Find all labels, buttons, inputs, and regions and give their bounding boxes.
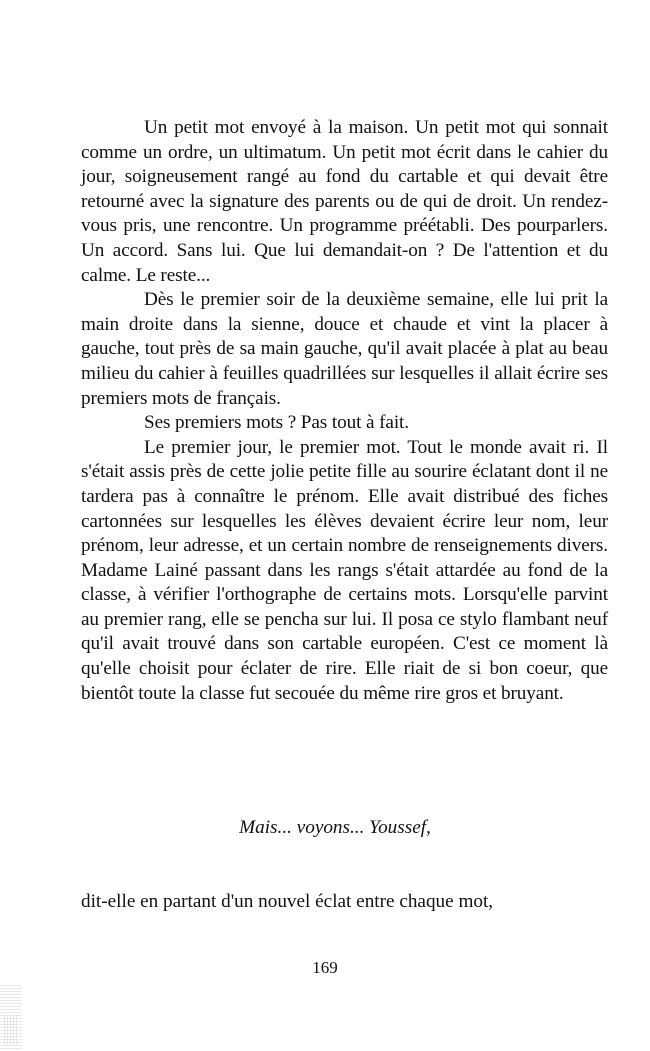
paragraph-2: Dès le premier soir de la deuxième semaine, elle lui prit la main droite dans la sienne, douce et chaude et vint la placer à gauche, tout près de sa main gauche, qu'il avait placée à plat au beau milieu du cahier à feuilles quadrillées sur lesquelles il allait écrire ses premiers mots de français. (81, 289, 608, 409)
paragraph-1: Un petit mot envoyé à la maison. Un petit mot qui sonnait comme un ordre, un ultimatum. Un petit mot écrit dans le cahier du jour, soigneusement rangé au fond du cartable et qui devait être retourné avec la signature des parents ou de qui de droit. Un rendez-vous pris, une rencontre. Un programme préétabli. Des pourparlers. Un accord. Sans lui. Que lui demandait-on ? De l'attention et du calme. Le reste... (81, 117, 608, 286)
body-text (81, 116, 608, 706)
italic-quote: Mais... voyons... Youssef, (239, 817, 431, 838)
paragraph-4: Le premier jour, le premier mot. Tout le monde avait ri. Il s'était assis près de cette jolie petite fille au sourire éclatant dont il ne tardera pas à connaître le prénom. Elle avait distribué des fiches cartonnées sur lesquelles les élèves devaient écrire leur nom, leur prénom, leur adresse, et un certain nombre de renseignements divers. Madame Lainé passant dans les rangs s'était attardée au fond de la classe, à vérifier l'orthographe de certains mots. Lorsqu'elle parvint au premier rang, elle se pencha sur lui. Il posa ce stylo flambant neuf qu'il avait trouvé dans son cartable européen. C'est ce moment là qu'elle choisit pour éclater de rire. Elle riait de si bon coeur, que bientôt toute la classe fut secouée du même rire gros et bruyant. (81, 436, 608, 704)
paragraph-3: Ses premiers mots ? Pas tout à fait. (144, 412, 409, 434)
scan-edge-artifact (0, 985, 22, 1051)
continuation-line: dit-elle en partant d'un nouvel éclat entre chaque mot, (81, 891, 494, 912)
page-number: 169 (312, 958, 338, 977)
